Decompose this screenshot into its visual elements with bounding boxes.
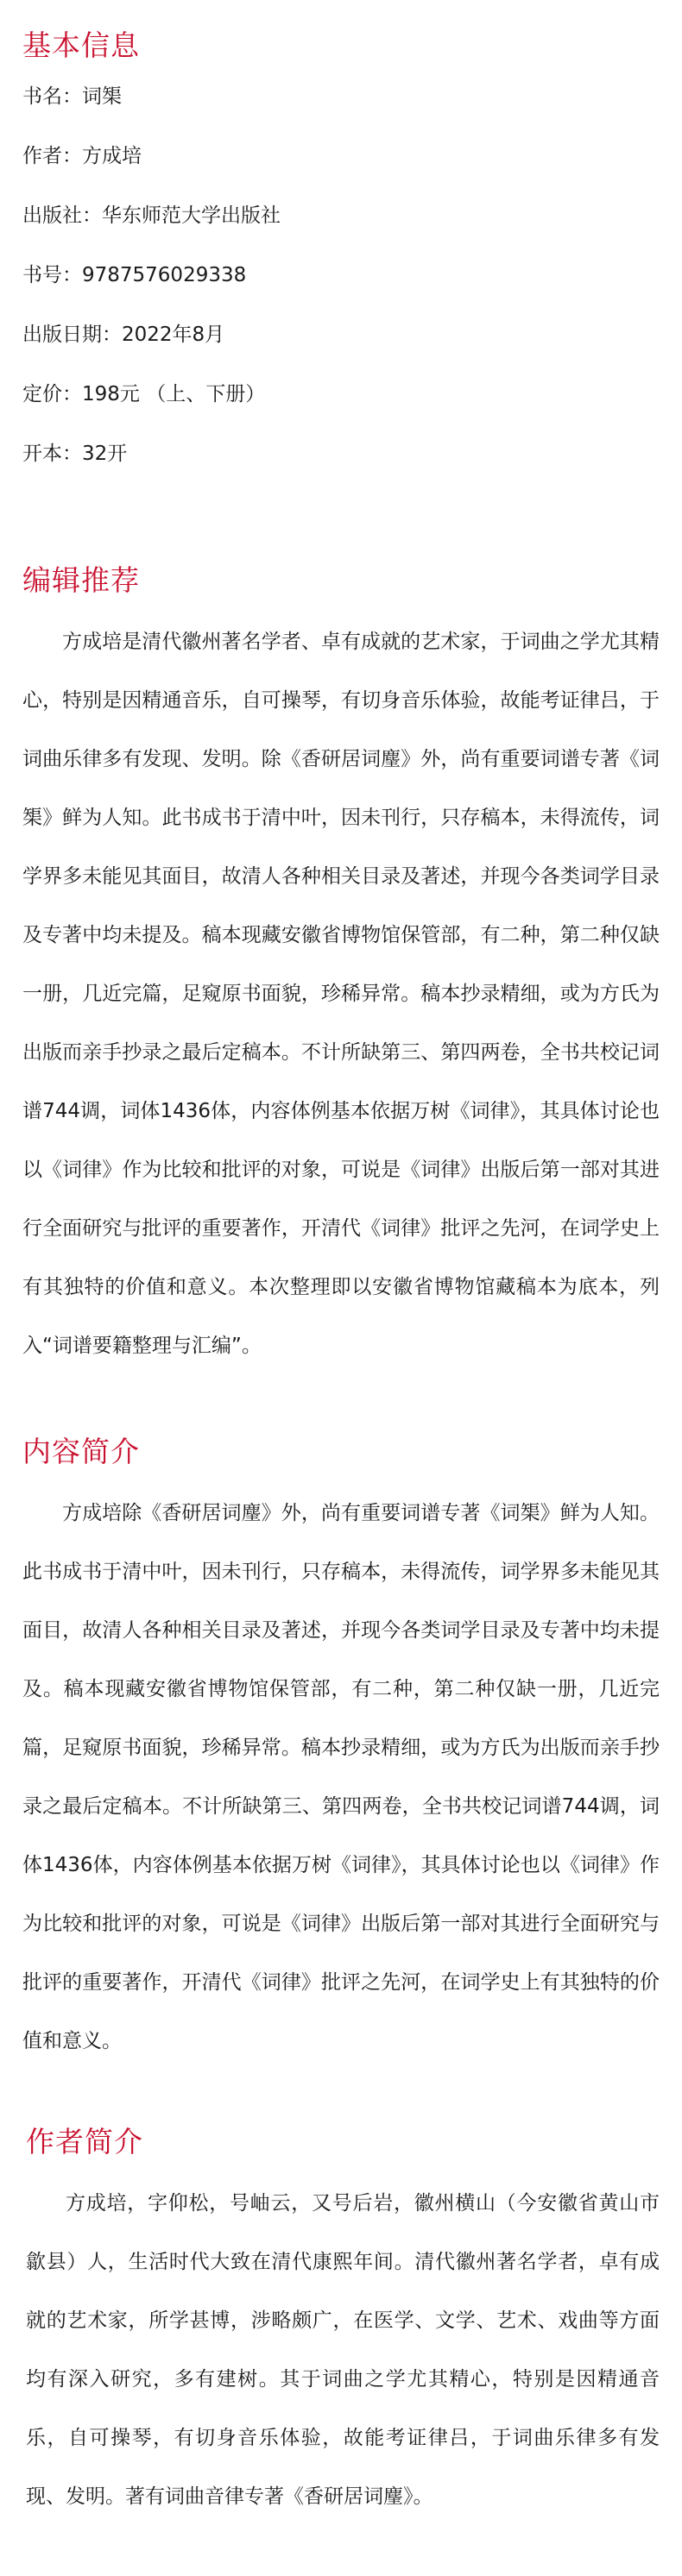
info-publisher: 出版社：华东师范大学出版社 [22, 204, 281, 227]
info-author: 作者：方成培 [22, 145, 142, 167]
info-publish-date: 出版日期：2022年8月 [22, 324, 225, 346]
author-intro-body: 方成培，字仰松，号岫云，又号后岩，徽州横山（今安徽省黄山市歙县）人，生活时代大致在清代康熙年间。清代徽州著名学者，卓有成就的艺术家，所学甚博，涉略颇广，在医学、文学、艺术、戏曲等方面均有深入研究，多有建树。其于词曲之学尤其精心，特别是因精通音乐，自可操琴，有切身音乐体验，故能考证律吕，于词曲乐律多有发现、发明。著有词曲音律专著《香研居词麈》。 [26, 2192, 660, 2508]
editor-recommendation-section [22, 561, 660, 1375]
basic-info-title: 基本信息 [22, 28, 140, 62]
editor-recommendation-body: 方成培是清代徽州著名学者、卓有成就的艺术家，于词曲之学尤其精心，特别是因精通音乐，自可操琴，有切身音乐体验，故能考证律吕，于词曲乐律多有发现、发明。除《香研居词麈》外，尚有重要词谱专著《词榘》鲜为人知。此书成书于清中叶，因未刊行，只存稿本，未得流传，词学界多未能见其面目，故清人各种相关目录及著述，并现今各类词学目录及专著中均未提及。稿本现藏安徽省博物馆保管部，有二种，第二种仅缺一册，几近完篇，足窥原书面貌，珍稀异常。稿本抄录精细，或为方氏为出版而亲手抄录之最后定稿本。不计所缺第三、第四两卷，全书共校记词谱744调，词体1436体，内容体例基本依据万树《词律》，其具体讨论也以《词律》作为比较和批评的对象，可说是《词律》出版后第一部对其进行全面研究与批评的重要著作，开清代《词律》批评之先河，在词学史上有其独特的价值和意义。本次整理即以安徽省博物馆藏稿本为底本，列入“词谱要籍整理与汇编”。 [22, 631, 660, 1357]
content-summary-section [22, 1432, 660, 2070]
author-intro-title: 作者简介 [26, 2125, 143, 2158]
content-summary-title: 内容简介 [22, 1435, 140, 1468]
editor-recommendation-title: 编辑推荐 [22, 563, 140, 597]
info-format: 开本：32开 [22, 443, 128, 465]
info-isbn: 书号：9787576029338 [22, 264, 247, 286]
info-price: 定价：198元 （上、下册） [22, 383, 266, 405]
basic-info-section [22, 26, 660, 498]
content-summary-body: 方成培除《香研居词麈》外，尚有重要词谱专著《词榘》鲜为人知。此书成书于清中叶，因未刊行，只存稿本，未得流传，词学界多未能见其面目，故清人各种相关目录及著述，并现今各类词学目录及专著中均未提及。稿本现藏安徽省博物馆保管部，有二种，第二种仅缺一册，几近完篇，足窥原书面貌，珍稀异常。稿本抄录精细，或为方氏为出版而亲手抄录之最后定稿本。不计所缺第三、第四两卷，全书共校记词谱744调，词体1436体，内容体例基本依据万树《词律》，其具体讨论也以《词律》作为比较和批评的对象，可说是《词律》出版后第一部对其进行全面研究与批评的重要著作，开清代《词律》批评之先河，在词学史上有其独特的价值和意义。 [22, 1502, 660, 2052]
info-book-title: 书名：词榘 [22, 85, 122, 108]
author-intro-section [26, 2122, 660, 2526]
